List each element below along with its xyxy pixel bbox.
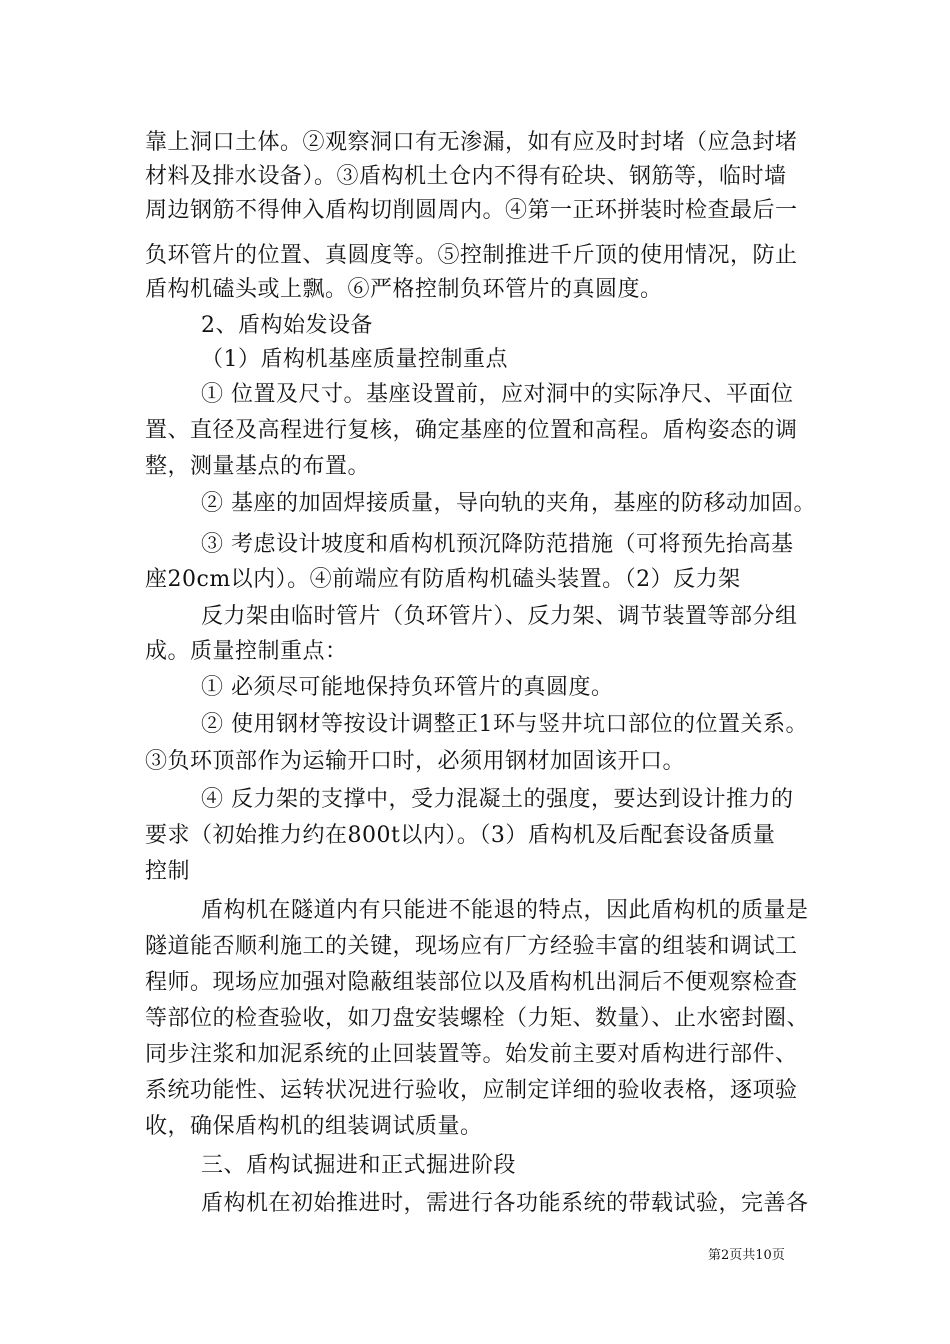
text-line: 盾构机在隧道内有只能进不能退的特点，因此盾构机的质量是 — [201, 898, 809, 923]
text-line: 周边钢筋不得伸入盾构切削圆周内。④第一正环拼装时检查最后一 — [145, 198, 798, 223]
text-line: 整，测量基点的布置。 — [145, 454, 371, 479]
text-line: ④ 反力架的支撑中，受力混凝土的强度，要达到设计推力的 — [201, 787, 794, 812]
text-line: 收，确保盾构机的组装调试质量。 — [145, 1114, 483, 1139]
text-line: ② 基座的加固焊接质量，导向轨的夹角，基座的防移动加固。 — [201, 491, 816, 516]
text-line: 系统功能性、运转状况进行验收，应制定详细的验收表格，逐项验 — [145, 1078, 798, 1103]
text-line: 成。质量控制重点： — [145, 639, 348, 664]
text-line: ② 使用钢材等按设计调整正1环与竖井坑口部位的位置关系。 — [201, 712, 808, 737]
text-line: 盾构机磕头或上飘。⑥严格控制负环管片的真圆度。 — [145, 277, 663, 302]
text-line: ① 位置及尺寸。基座设置前，应对洞中的实际净尺、平面位 — [201, 382, 794, 407]
text-line: 材料及排水设备）。③盾构机土仓内不得有砼块、钢筋等，临时墙 — [145, 164, 787, 189]
text-line: ① 必须尽可能地保持负环管片的真圆度。 — [201, 675, 614, 700]
text-line: 座20cm以内）。④前端应有防盾构机磕头装置。（2）反力架 — [145, 567, 741, 592]
text-line: ③ 考虑设计坡度和盾构机预沉降防范措施（可将预先抬高基 — [201, 532, 794, 557]
text-line: 隧道能否顺利施工的关键，现场应有厂方经验丰富的组装和调试工 — [145, 934, 798, 959]
section-heading: 三、盾构试掘进和正式掘进阶段 — [201, 1153, 517, 1178]
text-line: 等部位的检查验收，如刀盘安装螺栓（力矩、数量）、止水密封圈、 — [145, 1006, 810, 1031]
page-number: 第2页共10页 — [708, 1248, 785, 1263]
text-line: 负环管片的位置、真圆度等。⑤控制推进千斤顶的使用情况，防止 — [145, 243, 798, 268]
text-line: 盾构机在初始推进时，需进行各功能系统的带载试验，完善各 — [201, 1191, 809, 1216]
subsection-heading: （1）盾构机基座质量控制重点 — [201, 347, 508, 372]
text-line: 控制 — [145, 859, 191, 884]
text-line: 要求（初始推力约在800t以内）。（3）盾构机及后配套设备质量 — [145, 823, 776, 848]
text-line: ③负环顶部作为运输开口时，必须用钢材加固该开口。 — [145, 749, 686, 774]
text-line: 置、直径及高程进行复核，确定基座的位置和高程。盾构姿态的调 — [145, 418, 798, 443]
text-line: 程师。现场应加强对隐蔽组装部位以及盾构机出洞后不便观察检查 — [145, 970, 798, 995]
section-heading: 2、盾构始发设备 — [201, 313, 373, 338]
text-line: 同步注浆和加泥系统的止回装置等。始发前主要对盾构进行部件、 — [145, 1042, 798, 1067]
text-line: 靠上洞口土体。②观察洞口有无渗漏，如有应及时封堵（应急封堵 — [145, 130, 798, 155]
text-line: 反力架由临时管片（负环管片）、反力架、调节装置等部分组 — [201, 604, 798, 629]
